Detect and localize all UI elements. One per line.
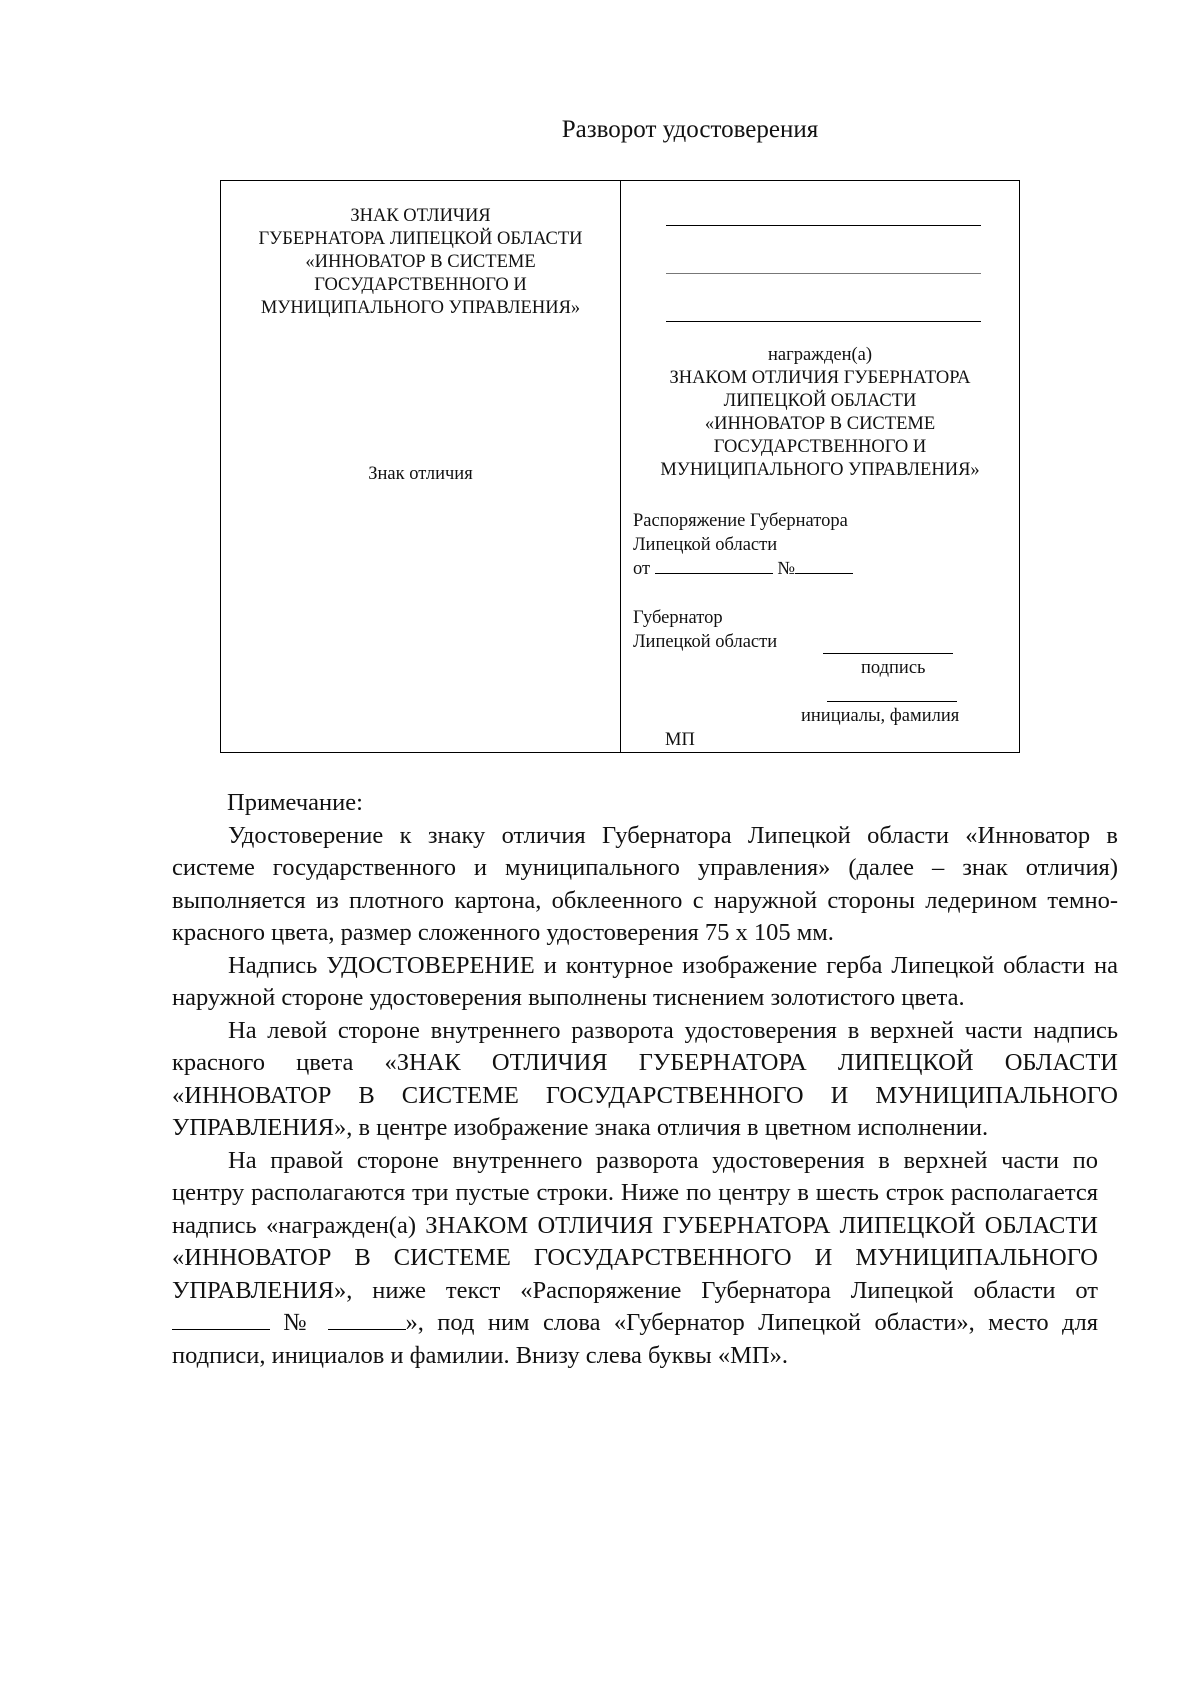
order-date-line [633,558,853,581]
left-panel [221,181,620,752]
number-blank [328,1311,406,1330]
blank-line [666,273,981,274]
stamp-label: МП [665,730,695,750]
award-line: МУНИЦИПАЛЬНОГО УПРАВЛЕНИЯ» [660,460,980,480]
blank-line [666,321,981,322]
page-title: Разворот удостоверения [561,116,819,143]
order-number-label: № [777,559,795,579]
blank-line [666,225,981,226]
initials-line [827,701,957,702]
left-heading-line: ГУБЕРНАТОРА ЛИПЕЦКОЙ ОБЛАСТИ [258,229,583,249]
governor-line: Губернатор [633,608,723,628]
signature-line [823,653,953,654]
note-paragraph: Удостоверение к знаку отличия Губернатора Липецкой области «Инноватор в системе государственного и муниципального управления» (далее – знак отличия) выполняется из плотного картона, обклеенного с наружной стороны ледерином темно-красного цвета, размер сложенного удостоверения 75 x 105 мм. [172,821,1118,946]
badge-caption: Знак отличия [368,464,473,484]
order-line: Распоряжение Губернатора [633,511,848,531]
note-section [172,787,1118,1372]
signature-caption: подпись [861,658,926,678]
left-heading [221,205,620,320]
number-sign: № [283,1309,315,1336]
left-heading-line: ЗНАК ОТЛИЧИЯ [350,206,491,226]
award-line: награжден(а) [768,345,872,365]
date-blank [172,1311,270,1330]
order-region-line: Липецкой области [633,535,778,555]
note-paragraph: На левой стороне внутреннего разворота удостоверения в верхней части надпись красного цвета «ЗНАК ОТЛИЧИЯ ГУБЕРНАТОРА ЛИПЕЦКОЙ ОБЛАСТИ «ИННОВАТОР В СИСТЕМЕ ГОСУДАРСТВЕННОГО И МУНИЦИПАЛЬНОГО УПРАВЛЕНИЯ», в центре изображение знака отличия в цветном исполнении. [172,1016,1118,1141]
left-heading-line: ГОСУДАРСТВЕННОГО И [314,275,527,295]
note-paragraph: Надпись УДОСТОВЕРЕНИЕ и контурное изображение герба Липецкой области на наружной стороне удостоверения выполнены тиснением золотистого цвета. [172,951,1118,1011]
award-line: «ИННОВАТОР В СИСТЕМЕ [704,414,936,434]
award-line: ЛИПЕЦКОЙ ОБЛАСТИ [723,391,917,411]
note-paragraph-last [172,1145,1098,1373]
left-heading-line: МУНИЦИПАЛЬНОГО УПРАВЛЕНИЯ» [260,298,581,318]
note-text: », под ним слова «Губернатор Липецкой области», место для подписи, инициалов и фамилии. Внизу слева буквы «МП». [172,1309,1098,1369]
date-blank [655,558,773,574]
award-line: ЗНАКОМ ОТЛИЧИЯ ГУБЕРНАТОРА [669,368,971,388]
award-text [621,344,1019,482]
certificate-spread [220,180,1020,753]
initials-caption: инициалы, фамилия [801,706,960,726]
number-blank [795,558,853,574]
left-heading-line: «ИННОВАТОР В СИСТЕМЕ [305,252,536,272]
order-from-label: от [633,559,651,579]
note-text: На правой стороне внутреннего разворота удостоверения в верхней части по центру располагаются три пустые строки. Ниже по центру в шесть строк располагается надпись «награжден(а) ЗНАКОМ ОТЛИЧИЯ ГУБЕРНАТОРА ЛИПЕЦКОЙ ОБЛАСТИ «ИННОВАТОР В СИСТЕМЕ ГОСУДАРСТВЕННОГО И МУНИЦИПАЛЬНОГО УПРАВЛЕНИЯ», ниже текст «Распоряжение Губернатора Липецкой области от [172,1146,1098,1304]
governor-region-line: Липецкой области [633,632,778,652]
note-title: Примечание: [227,789,363,816]
right-panel [621,181,1019,752]
award-line: ГОСУДАРСТВЕННОГО И [713,437,927,457]
